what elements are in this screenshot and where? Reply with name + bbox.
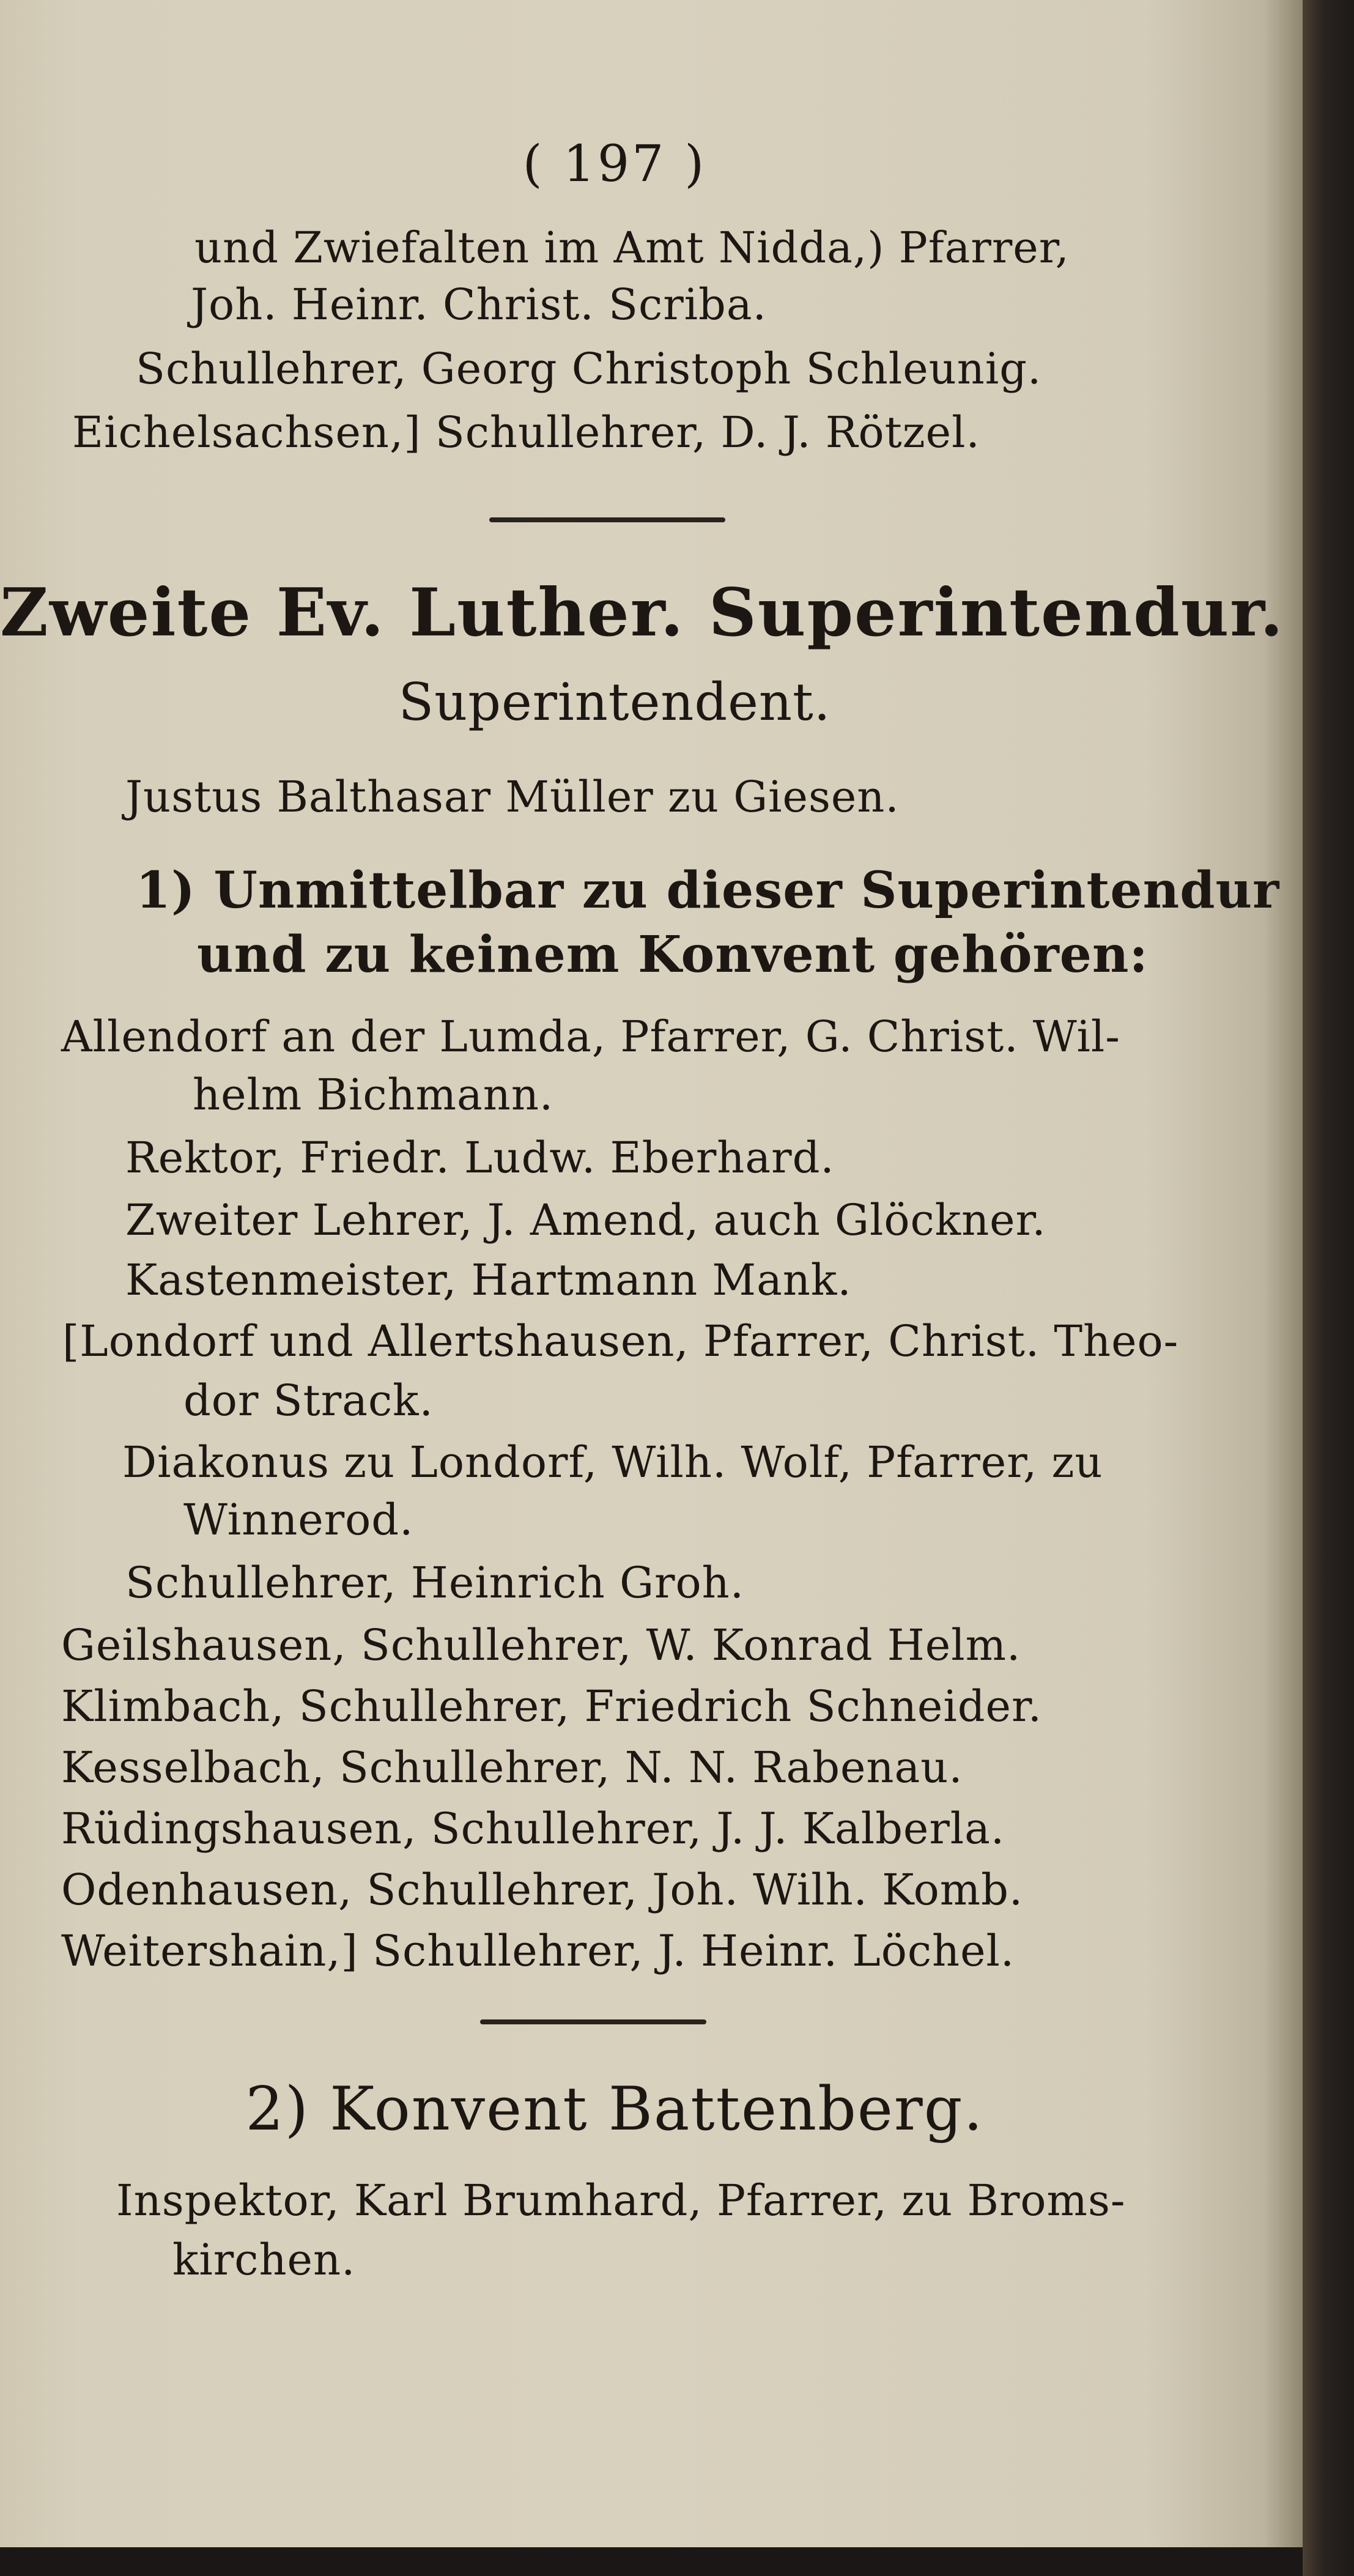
entry-line: [Londorf und Allertshausen, Pfarrer, Christ. Theo- bbox=[62, 1316, 1179, 1366]
book-spine bbox=[1303, 0, 1354, 2576]
superintendent-line: Justus Balthasar Müller zu Giesen. bbox=[125, 772, 900, 822]
entry-line: Allendorf an der Lumda, Pfarrer, G. Christ. Wil- bbox=[61, 1012, 1120, 1062]
entry-line: Diakonus zu Londorf, Wilh. Wolf, Pfarrer, zu bbox=[122, 1437, 1103, 1487]
entry-line: Rüdingshausen, Schullehrer, J. J. Kalberla. bbox=[61, 1804, 1005, 1854]
entry-line: Klimbach, Schullehrer, Friedrich Schneider. bbox=[61, 1681, 1042, 1731]
entry-line: Geilshausen, Schullehrer, W. Konrad Helm. bbox=[61, 1620, 1021, 1670]
entry-line: Inspektor, Karl Brumhard, Pfarrer, zu Broms- bbox=[116, 2175, 1126, 2226]
entry-line: Schullehrer, Georg Christoph Schleunig. bbox=[136, 344, 1042, 394]
scan-border bbox=[0, 2547, 1303, 2576]
section-subtitle: Superintendent. bbox=[398, 672, 831, 732]
entry-line: Schullehrer, Heinrich Groh. bbox=[125, 1558, 744, 1608]
section-divider bbox=[480, 2019, 706, 2024]
entry-line: dor Strack. bbox=[183, 1375, 434, 1426]
entry-line: und Zwiefalten im Amt Nidda,) Pfarrer, bbox=[194, 223, 1070, 273]
entry-line: Kesselbach, Schullehrer, N. N. Rabenau. bbox=[61, 1742, 963, 1793]
entry-line: Rektor, Friedr. Ludw. Eberhard. bbox=[125, 1133, 835, 1183]
entry-line: Odenhausen, Schullehrer, Joh. Wilh. Komb. bbox=[61, 1865, 1024, 1915]
section-title: Zweite Ev. Luther. Superintendur. bbox=[0, 574, 1284, 651]
subsection-heading: 1) Unmittelbar zu dieser Superintendur bbox=[136, 861, 1280, 920]
entry-line: Joh. Heinr. Christ. Scriba. bbox=[191, 279, 767, 330]
entry-line: kirchen. bbox=[172, 2235, 356, 2285]
entry-line: helm Bichmann. bbox=[193, 1070, 554, 1120]
subsection-heading: 2) Konvent Battenberg. bbox=[245, 2074, 984, 2144]
entry-line: Kastenmeister, Hartmann Mank. bbox=[125, 1255, 852, 1305]
entry-line: Weitershain,] Schullehrer, J. Heinr. Löchel. bbox=[61, 1926, 1015, 1976]
page-number: ( 197 ) bbox=[522, 135, 707, 193]
subsection-heading: und zu keinem Konvent gehören: bbox=[197, 925, 1149, 984]
entry-line: Eichelsachsen,] Schullehrer, D. J. Rötzel. bbox=[72, 407, 980, 457]
section-divider bbox=[489, 517, 725, 522]
entry-line: Zweiter Lehrer, J. Amend, auch Glöckner. bbox=[125, 1195, 1046, 1245]
entry-line: Winnerod. bbox=[183, 1495, 414, 1545]
